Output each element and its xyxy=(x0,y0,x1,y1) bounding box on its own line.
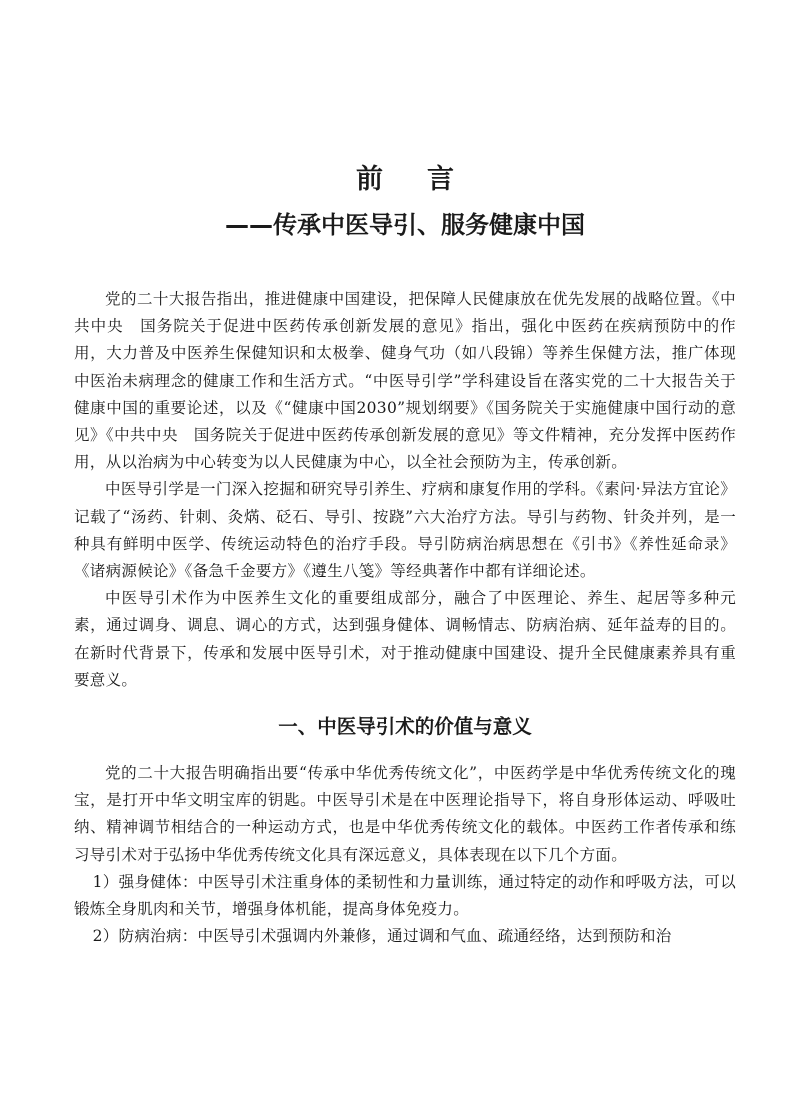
list-item-prevent: 2）防病治病：中医导引术强调内外兼修，通过调和气血、疏通经络，达到预防和治 xyxy=(92,927,672,946)
title-spacer xyxy=(74,242,736,286)
preface-title: 前言 xyxy=(356,164,498,195)
preface-subtitle: ——传承中医导引、服务健康中国 xyxy=(225,211,585,239)
paragraph-2: 中医导引学是一门深入挖掘和研究导引养生、疗病和康复作用的学科。《素问·异法方宜论》记载了“汤药、针刺、灸焫、砭石、导引、按跷”六大治疗方法。导引与药物、针灸并列，是一种具有鲜明中医学、传统运动特色的治疗手段。导引防病治病思想在《引书》《养性延命录》《诸病源候论》《备急千金要方》《遵生八笺》等经典著作中都有详细论述。 xyxy=(74,480,736,581)
list-item-strengthen: 1）强身健体：中医导引术注重身体的柔韧性和力量训练，通过特定的动作和呼吸方法，可以锻炼全身肌肉和关节，增强身体机能，提高身体免疫力。 xyxy=(74,872,736,919)
section-heading: 一、中医导引术的价值与意义 xyxy=(278,715,532,739)
section-intro-paragraph: 党的二十大报告明确指出要“传承中华优秀传统文化”，中医药学是中华优秀传统文化的瑰宝，是打开中华文明宝库的钥匙。中医导引术是在中医理论指导下，将自身形体运动、呼吸吐纳、精神调节相结合的一种运动方式，也是中华优秀传统文化的载体。中医药工作者传承和练习导引术对于弘扬中华优秀传统文化具有深远意义，具体表现在以下几个方面。 xyxy=(74,764,736,864)
paragraph-3: 中医导引术作为中医养生文化的重要组成部分，融合了中医理论、养生、起居等多种元素，通过调身、调息、调心的方式，达到强身健体、调畅情志、防病治病、延年益寿的目的。在新时代背景下，传承和发展中医导引术，对于推动健康中国建设、提升全民健康素养具有重要意义。 xyxy=(74,589,736,689)
paragraph-1: 党的二十大报告指出，推进健康中国建设，把保障人民健康放在优先发展的战略位置。《中共中央 国务院关于促进中医药传承创新发展的意见》指出，强化中医药在疾病预防中的作用，大力普及中医养生保健知识和太极拳、健身气功（如八段锦）等养生保健方法，推广体现中医治未病理念的健康工作和生活方式。“中医导引学”学科建设旨在落实党的二十大报告关于健康中国的重要论述，以及《“健康中国2030”规划纲要》《国务院关于实施健康中国行动的意见》《中共中央 国务院关于促进中医药传承创新发展的意见》等文件精神，充分发挥中医药作用，从以治病为中心转变为以人民健康为中心，以全社会预防为主，传承创新。 xyxy=(74,290,736,472)
